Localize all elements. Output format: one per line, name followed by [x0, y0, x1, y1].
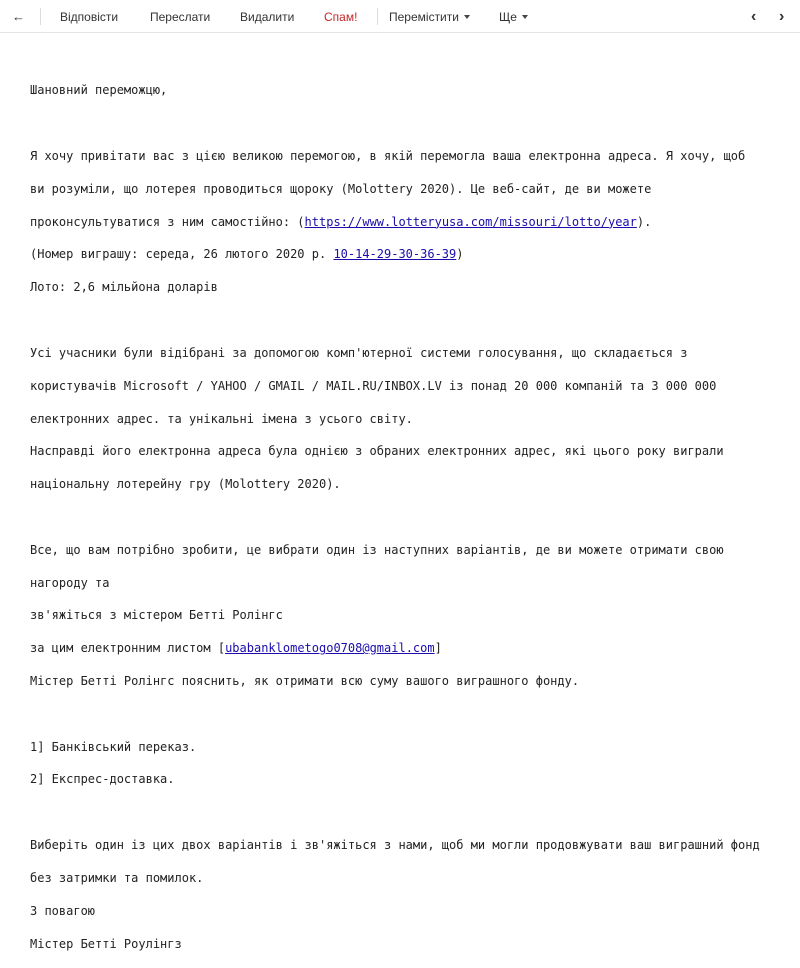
more-label: Ще [499, 10, 517, 24]
chevron-down-icon [464, 15, 470, 19]
spam-button[interactable]: Спам! [324, 10, 358, 24]
body-line: ви розуміли, що лотерея проводиться щороку (Molottery 2020). Це веб-сайт, де ви можете [30, 181, 652, 196]
body-line: Все, що вам потрібно зробити, це вибрати один із наступних варіантів, де ви можете отримати свою [30, 542, 724, 557]
greeting: Шановний переможцю, [30, 83, 168, 98]
toolbar-divider [377, 8, 378, 25]
move-dropdown[interactable] [389, 0, 470, 32]
message-body [30, 66, 790, 968]
forward-button[interactable]: Переслати [150, 10, 211, 24]
body-line: користувачів Microsoft / YAHOO / GMAIL / MAIL.RU/INBOX.LV із понад 20 000 компаній та 3 000 000 [30, 378, 717, 393]
body-line: Насправді його електронна адреса була однією з обраних електронних адрес, які цього року виграли [30, 444, 724, 459]
body-line: Лото: 2,6 мільйона доларів [30, 280, 218, 295]
toolbar-divider [40, 8, 41, 25]
body-line: нагороду та [30, 575, 110, 590]
body-line: зв'яжіться з містером Бетті Ролінгс [30, 608, 283, 623]
winning-numbers-link[interactable]: 10-14-29-30-36-39 [333, 247, 457, 262]
body-line: Усі учасники були відібрані за допомогою комп'ютерної системи голосування, що складається з [30, 345, 688, 360]
option-item: 2] Експрес-доставка. [30, 772, 175, 787]
sign-off: З повагою [30, 903, 96, 918]
back-arrow-icon[interactable]: ← [12, 9, 25, 24]
body-line: проконсультуватися з ним самостійно: (https://www.lotteryusa.com/missouri/lotto/year). [30, 214, 652, 229]
body-line: електронних адрес. та унікальні імена з усього світу. [30, 411, 413, 426]
body-line: (Номер виграшу: середа, 26 лютого 2020 р. 10-14-29-30-36-39) [30, 247, 464, 262]
more-dropdown[interactable] [499, 0, 528, 32]
contact-email-link[interactable]: ubabanklometogo0708@gmail.com [225, 641, 435, 656]
body-line: національну лотерейну гру (Molottery 2020). [30, 477, 341, 492]
lottery-website-link[interactable]: https://www.lotteryusa.com/missouri/lotto/year [304, 214, 637, 229]
option-item: 1] Банківський переказ. [30, 739, 197, 754]
delete-button[interactable]: Видалити [240, 10, 295, 24]
move-label: Перемістити [389, 10, 459, 24]
body-line: за цим електронним листом [ubabanklometogo0708@gmail.com] [30, 641, 442, 656]
body-line: Я хочу привітати вас з цією великою перемогою, в якій перемогла ваша електронна адреса. Я хочу, щоб [30, 149, 746, 164]
message-toolbar [0, 0, 800, 33]
next-message-icon[interactable]: › [779, 8, 785, 25]
previous-message-icon[interactable]: ‹ [751, 8, 757, 25]
body-line: без затримки та помилок. [30, 870, 204, 885]
signature: Містер Бетті Роулінгз [30, 936, 182, 951]
body-line: Виберіть один із цих двох варіантів і зв'яжіться з нами, щоб ми могли продовжувати ваш виграшний фонд [30, 838, 760, 853]
chevron-down-icon [522, 15, 528, 19]
reply-button[interactable]: Відповісти [60, 10, 119, 24]
body-line: Містер Бетті Ролінгс пояснить, як отримати всю суму вашого виграшного фонду. [30, 674, 580, 689]
